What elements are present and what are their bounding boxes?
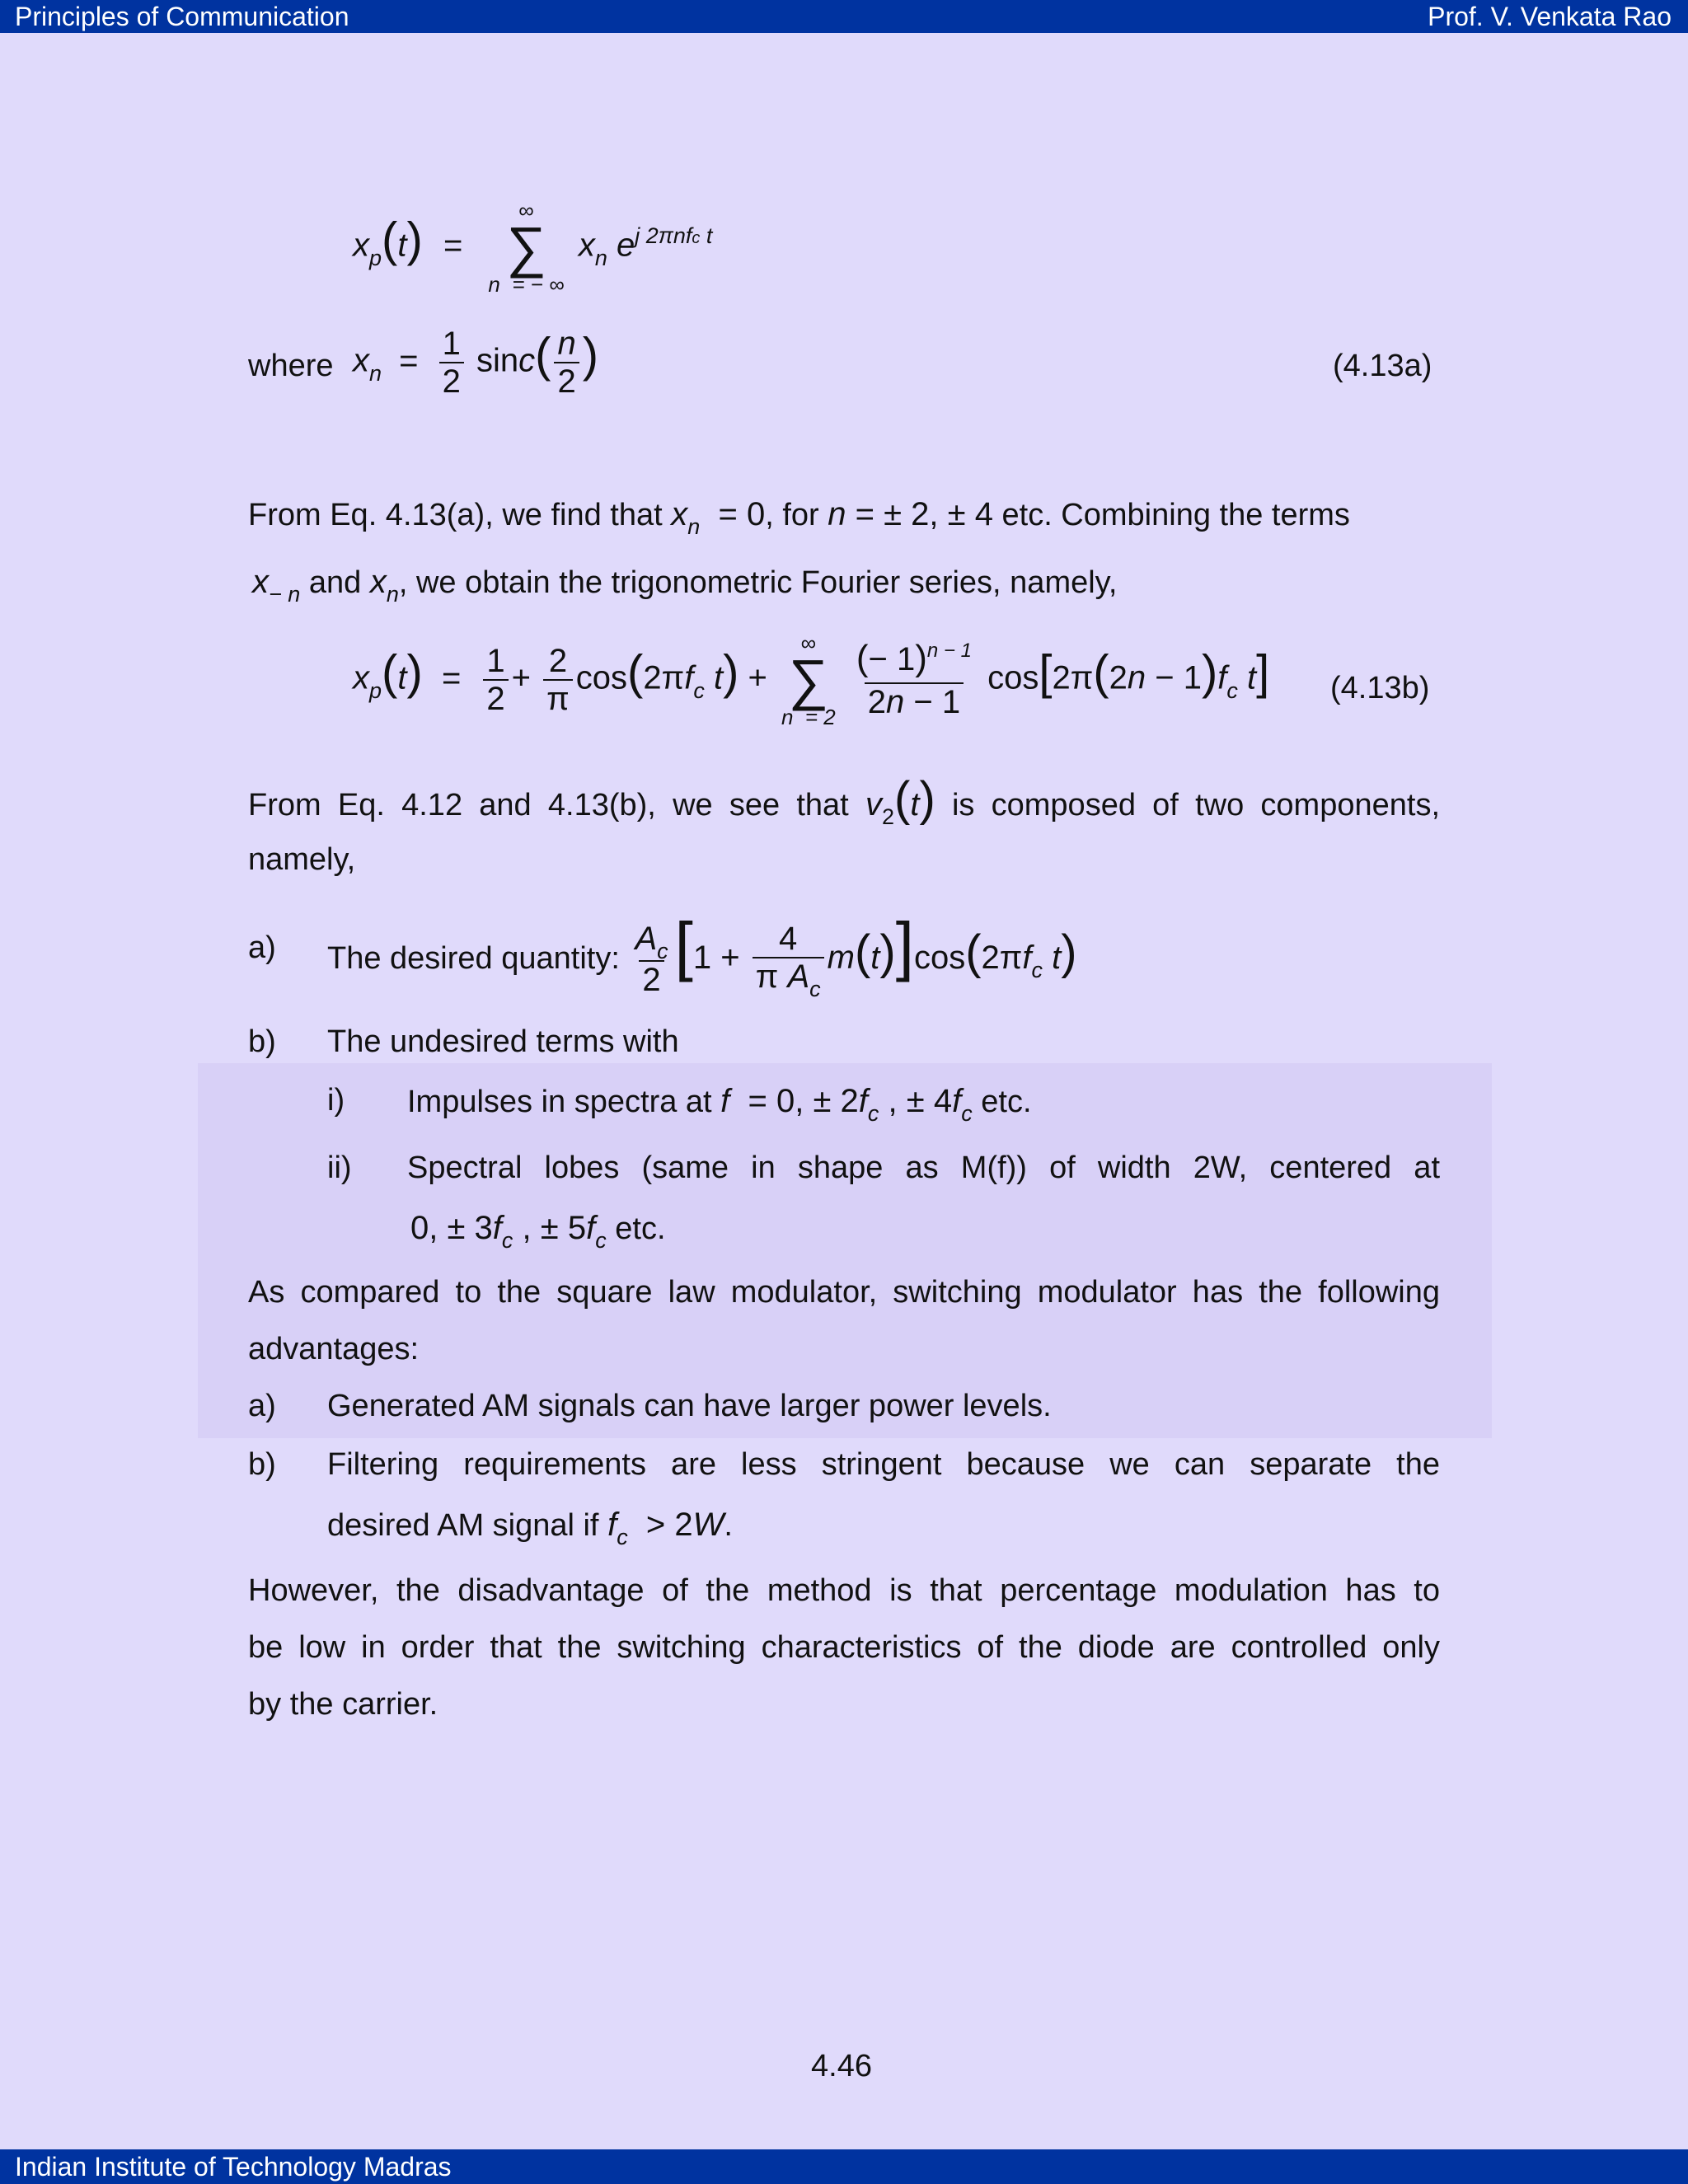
item-i-end: etc. xyxy=(981,1085,1032,1119)
advantage-b-line-1: Filtering requirements are less stringent because we can separate the xyxy=(327,1447,1440,1482)
paragraph-2-line-1: From Eq. 4.12 and 4.13(b), we see that $v_2(t)$ is composed of two components, xyxy=(248,772,1440,829)
paragraph-3-line-1: As compared to the square law modulator, switching modulator has the following xyxy=(248,1275,1440,1310)
paragraph-4-line-3: by the carrier. xyxy=(248,1687,438,1722)
advantage-b-line-2: desired AM signal if $f_c > 2W$. xyxy=(327,1507,733,1549)
advantage-b-line-2-start: desired AM signal if xyxy=(327,1508,599,1543)
component-b-marker: b) xyxy=(248,1024,276,1059)
p1-text-1: From Eq. 4.13(a), we find that xyxy=(248,498,663,532)
paragraph-1-line-2: $x_{- n}$ and $x_n$, we obtain the trigonometric Fourier series, namely, xyxy=(252,564,1118,607)
paragraph-2-line-2: namely, xyxy=(248,842,356,877)
item-ii-line-1: Spectral lobes (same in shape as M(f)) of width 2W, centered at xyxy=(407,1151,1440,1185)
header-bar xyxy=(0,0,1688,33)
p1-text-2: , for xyxy=(765,498,819,532)
p1-text-3: etc. Combining the terms xyxy=(1001,498,1350,532)
item-i-marker: i) xyxy=(327,1083,345,1118)
paragraph-3-line-2: advantages: xyxy=(248,1332,420,1366)
equation-xn: $x_n$ = $\frac{1}{2}$ sinc( $\frac{n}{2}$ ) xyxy=(353,326,599,400)
equation-label-4-13a: (4.13a) xyxy=(1333,349,1432,383)
p2-text-1: From Eq. 4.12 and 4.13(b), we see that xyxy=(248,788,849,823)
item-ii-end: etc. xyxy=(615,1212,666,1246)
institute-name: Indian Institute of Technology Madras xyxy=(15,2152,452,2182)
paragraph-4-line-2: be low in order that the switching characteristics of the diode are controlled only xyxy=(248,1630,1440,1665)
component-a-marker: a) xyxy=(248,930,276,965)
equation-xp-trig-series: $x_p(t)$ = $\frac{1}{2}$ + $\frac{2}{\pi}$ $\cos(2\pi f_c$ t) + ∞ ∑ n = 2 $\frac{(- 1)^{n - 1}}{2n - 1}$ $\cos[2\pi(2n - 1)f_c$ t] xyxy=(353,630,1270,729)
author-name: Prof. V. Venkata Rao xyxy=(1428,2,1672,31)
equation-xp-series: $x_p(t)$ = ∞ ∑ n = − ∞ $x_n$ $e^{j 2\pi nfc t}$ xyxy=(353,198,713,297)
component-b-text: The undesired terms with xyxy=(327,1024,679,1059)
footer-bar xyxy=(0,2149,1688,2184)
page-number: 4.46 xyxy=(811,2049,872,2083)
advantage-b-marker: b) xyxy=(248,1447,276,1482)
p1-text-4: and xyxy=(308,565,362,600)
item-i-text: Impulses in spectra at f = 0, ± $2f_c$ , ± $4f_c$ etc. xyxy=(407,1083,1032,1126)
item-ii-line-2: 0, ± $3f_c$ , ± $5f_c$ etc. xyxy=(410,1210,666,1253)
paragraph-4-line-1: However, the disadvantage of the method is that percentage modulation has to xyxy=(248,1573,1440,1608)
item-i-label: Impulses in spectra at xyxy=(407,1085,712,1119)
item-ii-marker: ii) xyxy=(327,1151,352,1185)
advantage-a-text: Generated AM signals can have larger power levels. xyxy=(327,1389,1052,1423)
component-a-label: The desired quantity: xyxy=(327,941,620,976)
course-title: Principles of Communication xyxy=(15,2,349,31)
equation-label-4-13b: (4.13b) xyxy=(1330,671,1430,705)
p1-text-5: , we obtain the trigonometric Fourier series, namely, xyxy=(398,565,1118,600)
advantage-a-marker: a) xyxy=(248,1389,276,1423)
where-label: where xyxy=(248,349,334,383)
paragraph-1-line-1: From Eq. 4.13(a), we find that $x_n = 0$, for n = ± 2, ± 4 etc. Combining the terms xyxy=(248,496,1350,539)
p2-text-2: is composed of two components, xyxy=(951,788,1440,823)
advantage-b-line-2-end: . xyxy=(724,1508,733,1543)
component-a-text: The desired quantity: $\frac{A_c}{2}$ [1 + $\frac{4}{\pi A_c}$ $m(t)]\cos(2\pi f_c$ t) xyxy=(327,909,1077,1002)
